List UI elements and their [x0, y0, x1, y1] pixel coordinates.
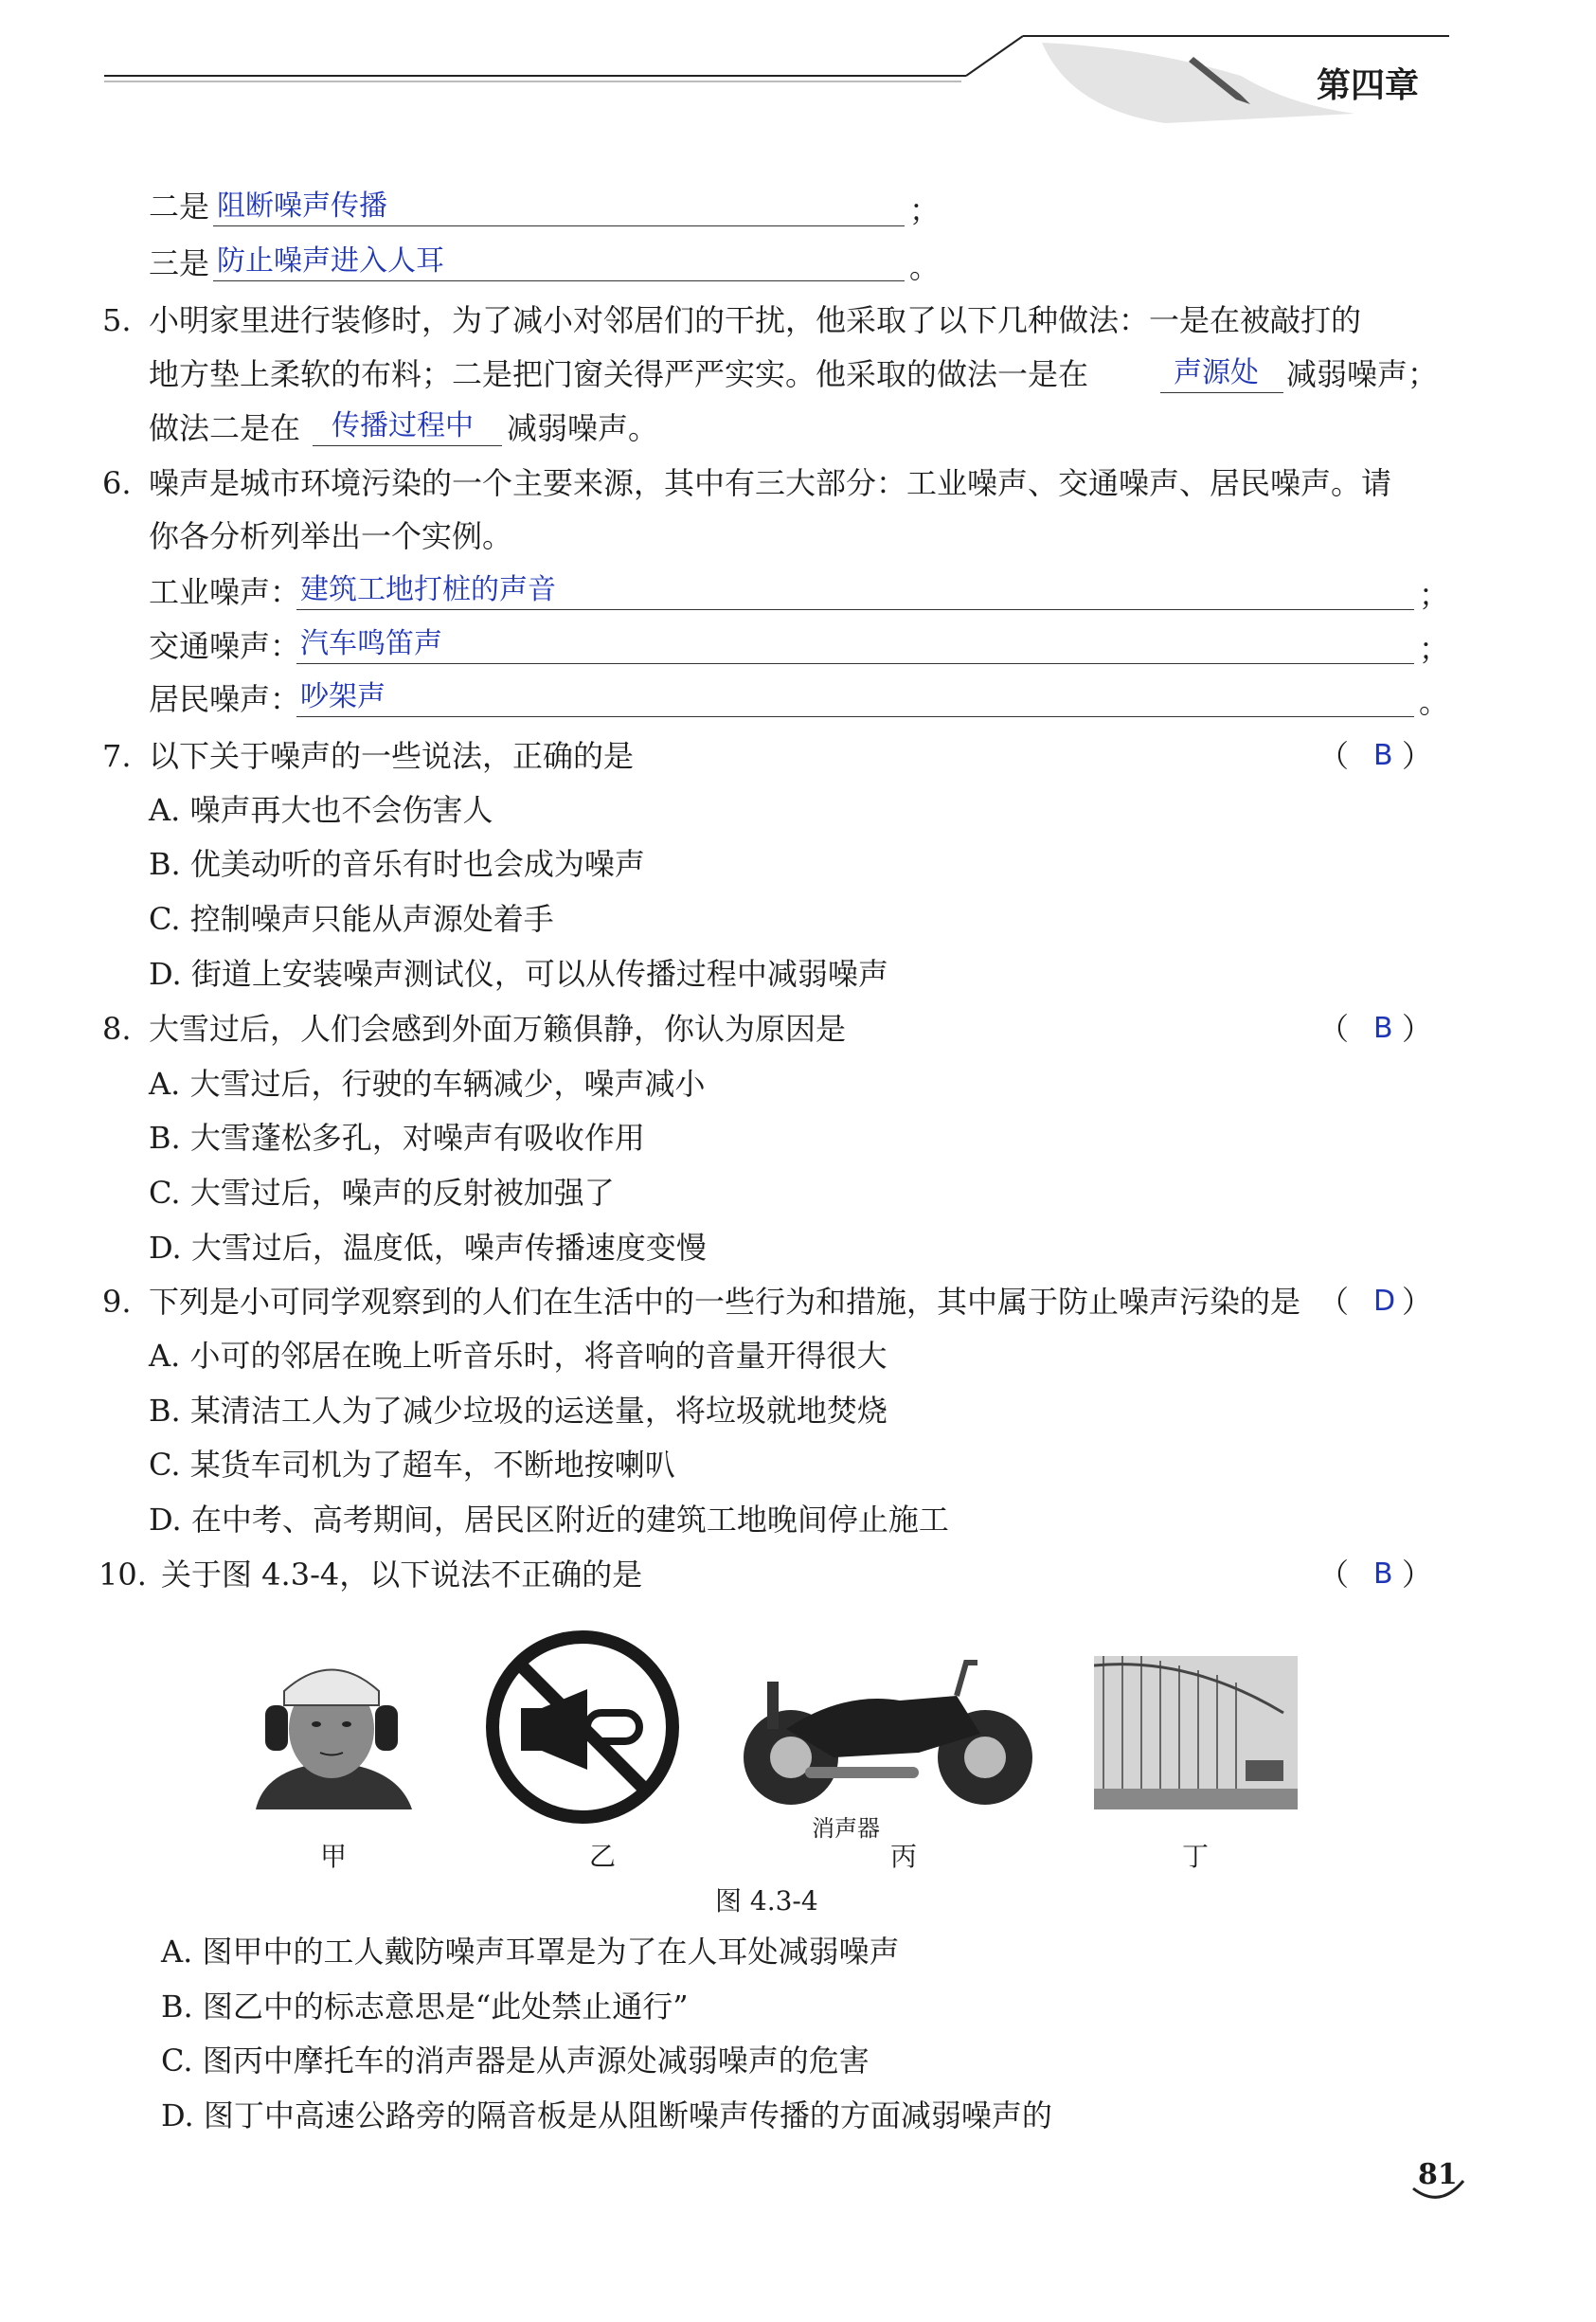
q8-answer[interactable]: B	[1373, 1012, 1393, 1045]
q6-item-answer: 吵架声	[300, 680, 386, 713]
q6-item-label: 工业噪声：	[149, 574, 301, 610]
q5-line3b: 减弱噪声。	[507, 410, 659, 446]
q9-option[interactable]: A. 小可的邻居在晚上听音乐时，将音响的音量开得很大	[149, 1338, 888, 1374]
q7-option[interactable]: D. 街道上安装噪声测试仪，可以从传播过程中减弱噪声	[149, 956, 888, 992]
figure-label-yi: 乙	[589, 1841, 617, 1872]
q10-answer-open: （	[1318, 1557, 1350, 1593]
q6-line2: 你各分析列举出一个实例。	[149, 518, 513, 554]
q9-answer-open: （	[1318, 1284, 1350, 1320]
q4-line3-answer: 防止噪声进入人耳	[217, 244, 444, 278]
figure-no-horn-sign	[483, 1628, 682, 1827]
q4-line3-end: 。	[909, 249, 941, 285]
q7-option[interactable]: B. 优美动听的音乐有时也会成为噪声	[149, 846, 645, 882]
q6-line1: 噪声是城市环境污染的一个主要来源，其中有三大部分：工业噪声、交通噪声、居民噪声。请	[149, 465, 1392, 501]
q10-option[interactable]: B. 图乙中的标志意思是“此处禁止通行”	[161, 1989, 689, 2025]
q8-answer-close: ）	[1402, 1011, 1433, 1047]
page-number: 81	[1418, 2158, 1458, 2191]
q4-line3-blank[interactable]	[213, 244, 905, 281]
q9-option[interactable]: D. 在中考、高考期间，居民区附近的建筑工地晚间停止施工	[149, 1502, 949, 1538]
q7-number: 7.	[102, 738, 132, 774]
q9-option[interactable]: B. 某清洁工人为了减少垃圾的运送量，将垃圾就地焚烧	[149, 1393, 888, 1429]
q8-option[interactable]: D. 大雪过后，温度低，噪声传播速度变慢	[149, 1230, 707, 1266]
q7-answer-close: ）	[1402, 738, 1433, 774]
q4-line2-blank[interactable]	[213, 189, 905, 226]
q8-answer-open: （	[1318, 1011, 1350, 1047]
q6-item-label: 交通噪声：	[149, 628, 301, 664]
q9-answer-close: ）	[1402, 1284, 1433, 1320]
q8-number: 8.	[102, 1011, 132, 1047]
q6-item-answer: 汽车鸣笛声	[300, 627, 442, 660]
q5-blank1[interactable]	[1160, 356, 1283, 393]
chapter-title: 第四章	[1317, 65, 1420, 105]
q6-item-end: ；	[1419, 577, 1450, 613]
q5-line3a: 做法二是在	[149, 410, 301, 446]
q6-number: 6.	[102, 465, 132, 501]
q10-option[interactable]: D. 图丁中高速公路旁的隔音板是从阻断噪声传播的方面减弱噪声的	[161, 2097, 1052, 2133]
q8-stem: 大雪过后，人们会感到外面万籁俱静，你认为原因是	[149, 1011, 847, 1047]
q6-item-label: 居民噪声：	[149, 681, 301, 717]
q6-item-blank[interactable]	[296, 627, 1414, 664]
q6-item-answer: 建筑工地打桩的声音	[300, 573, 556, 606]
q5-answer2: 传播过程中	[332, 409, 474, 442]
q10-stem: 关于图 4.3-4，以下说法不正确的是	[161, 1557, 643, 1593]
q7-answer-open: （	[1318, 738, 1350, 774]
header-decoration	[104, 19, 1449, 133]
q5-blank2[interactable]	[313, 409, 502, 446]
q7-option[interactable]: C. 控制噪声只能从声源处着手	[149, 901, 554, 937]
q8-option[interactable]: C. 大雪过后，噪声的反射被加强了	[149, 1175, 615, 1211]
q7-stem: 以下关于噪声的一些说法，正确的是	[149, 738, 635, 774]
q5-line1: 小明家里进行装修时，为了减小对邻居们的干扰，他采取了以下几种做法：一是在被敲打的	[149, 302, 1362, 338]
q5-line2b: 减弱噪声；	[1286, 356, 1439, 392]
q9-stem: 下列是小可同学观察到的人们在生活中的一些行为和措施，其中属于防止噪声污染的是	[149, 1284, 1301, 1320]
q10-number: 10.	[99, 1557, 147, 1593]
q7-answer[interactable]: B	[1373, 739, 1393, 772]
figure-motorcycle	[729, 1644, 1042, 1809]
q8-option[interactable]: B. 大雪蓬松多孔，对噪声有吸收作用	[149, 1120, 645, 1156]
q6-item-end: ；	[1419, 631, 1450, 667]
muffler-label: 消声器	[812, 1815, 880, 1842]
q4-line2-answer: 阻断噪声传播	[217, 189, 387, 223]
figure-label-bing: 丙	[890, 1841, 918, 1872]
q4-line2-end: ；	[909, 192, 941, 228]
figure-label-jia: 甲	[320, 1841, 348, 1872]
q6-item-blank[interactable]	[296, 680, 1414, 717]
q5-number: 5.	[102, 302, 132, 338]
q4-line2-prefix: 二是	[149, 189, 210, 225]
q5-answer1: 声源处	[1174, 356, 1259, 389]
q9-option[interactable]: C. 某货车司机为了超车，不断地按喇叭	[149, 1447, 675, 1483]
q9-answer[interactable]: D	[1373, 1285, 1396, 1318]
q6-item-blank[interactable]	[296, 573, 1414, 610]
q10-option[interactable]: C. 图丙中摩托车的消声器是从声源处减弱噪声的危害	[161, 2043, 870, 2079]
q7-option[interactable]: A. 噪声再大也不会伤害人	[149, 792, 493, 828]
q10-answer-close: ）	[1402, 1557, 1433, 1593]
page-number-swoosh	[1411, 2179, 1468, 2207]
q4-line3-prefix: 三是	[149, 245, 210, 281]
q8-option[interactable]: A. 大雪过后，行驶的车辆减少，噪声减小	[149, 1066, 706, 1102]
q5-line2a: 地方垫上柔软的布料；二是把门窗关得严严实实。他采取的做法一是在	[149, 356, 1089, 392]
figure-noise-barrier	[1094, 1656, 1298, 1809]
figure-worker-earmuffs	[237, 1653, 426, 1809]
figure-label-ding: 丁	[1182, 1841, 1210, 1872]
q10-answer[interactable]: B	[1373, 1557, 1393, 1591]
q10-option[interactable]: A. 图甲中的工人戴防噪声耳罩是为了在人耳处减弱噪声	[161, 1934, 900, 1970]
q9-number: 9.	[102, 1284, 132, 1320]
q6-item-end: 。	[1419, 684, 1450, 720]
figure-caption: 图 4.3-4	[715, 1885, 818, 1917]
